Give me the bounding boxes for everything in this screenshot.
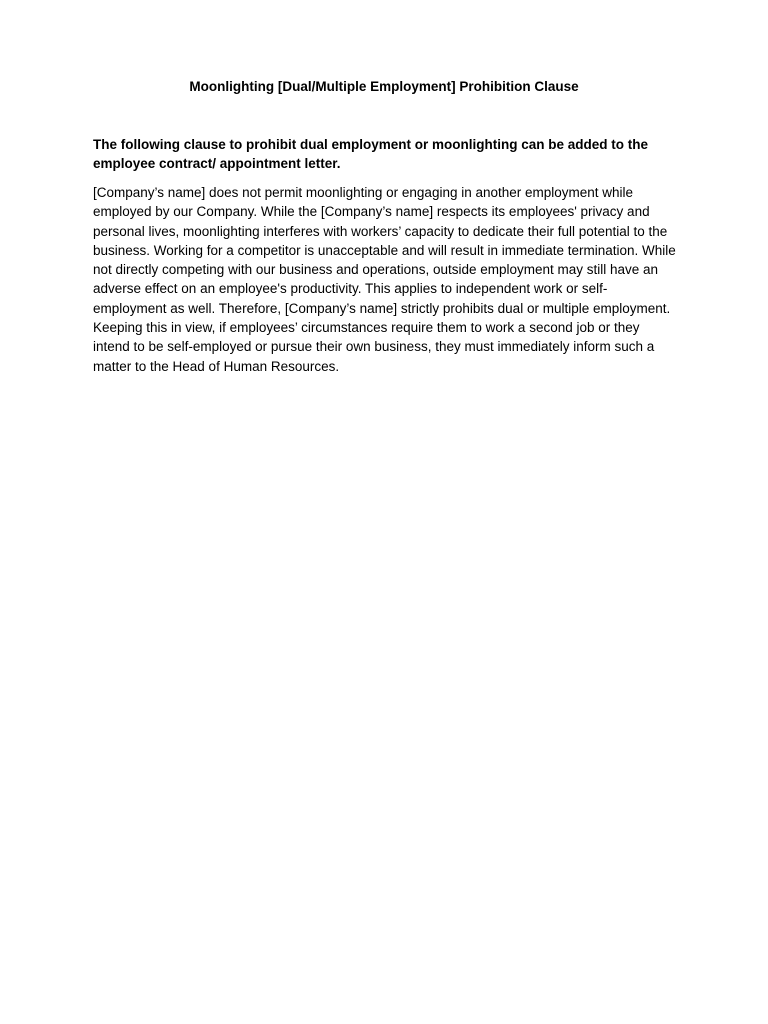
clause-body-paragraph: [Company’s name] does not permit moonlighting or engaging in another employment while employed by our Company. While the [Company’s name] respects its employees' privacy and personal lives, moonlighting interferes with workers’ capacity to dedicate their full potential to the business. Working for a competitor is unacceptable and will result in immediate termination. While not directly competing with our business and operations, outside employment may still have an adverse effect on an employee's productivity. This applies to independent work or self-employment as well. Therefore, [Company’s name] strictly prohibits dual or multiple employment. Keeping this in view, if employees’ circumstances require them to work a second job or they intend to be self-employed or pursue their own business, they must immediately inform such a matter to the Head of Human Resources. <box>93 185 676 374</box>
intro-paragraph: The following clause to prohibit dual employment or moonlighting can be added to the employee contract/ appointment letter. <box>93 137 649 172</box>
document-title: Moonlighting [Dual/Multiple Employment] Prohibition Clause <box>189 79 579 94</box>
